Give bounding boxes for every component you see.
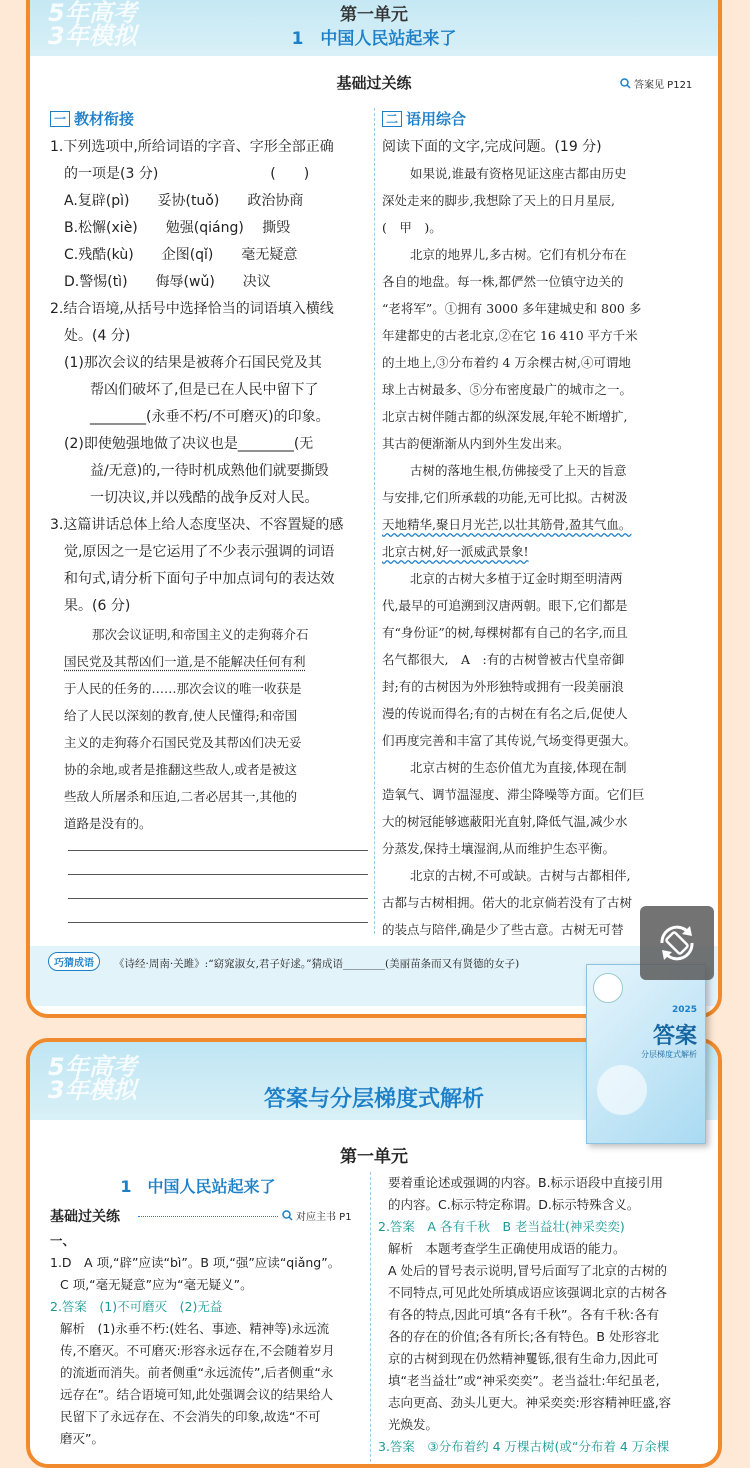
passage-line: 北京的地界儿,多古树。它们有机分布在 (410, 247, 627, 262)
search-icon (620, 78, 631, 89)
exercise-page (26, 0, 722, 1018)
watermark-line: 3年模拟 (48, 21, 137, 50)
passage-line: 如果说,谁最有资格见证这座古都由历史 (410, 166, 627, 181)
quote-line: 给了人民以深刻的教育,使人民懂得;和帝国 (64, 708, 298, 723)
answer-line: 光焕发。 (388, 1417, 439, 1432)
section-heading-text: 语用综合 (406, 110, 467, 128)
riddle-badge: 巧猜成语 (48, 952, 100, 971)
answer-lesson-title: 1 中国人民站起来了 (120, 1177, 276, 1196)
answer-line: 要着重论述或强调的内容。B.标示语段中直接引用 (388, 1175, 664, 1190)
quote-line: 国民党及其帮凶们一道,是不能解决任何有利 (64, 654, 306, 669)
answer-line: 民留下了永远存在、不会消失的印象,故选“不可 (60, 1409, 321, 1424)
main-book-reference-text: 对应主书 P1 (296, 1212, 352, 1223)
option-line: D.警惕(tì) 侮辱(wǔ) 决议 (64, 274, 271, 290)
underlined-passage-line: 天地精华,聚日月光芒,以壮其筋骨,盈其气血。 (382, 517, 632, 532)
main-book-reference (282, 1208, 352, 1223)
passage-line: 名气都很大, A :有的古树曾被古代皇帝御 (382, 652, 625, 667)
passage-line: ( 甲 )。 (382, 220, 442, 235)
quote-line: 那次会议证明,和帝国主义的走狗蒋介石 (92, 627, 309, 642)
rotate-icon (654, 920, 700, 966)
answer-line: 2.答案 (1)不可磨灭 (2)无益 (50, 1299, 223, 1314)
lesson-title: 1 中国人民站起来了 (291, 29, 457, 49)
section-title: 基础过关练 (336, 74, 412, 92)
question-line: (1)那次会议的结果是被蒋介石国民党及其 (64, 355, 322, 371)
section-number: 二 (382, 111, 402, 127)
answer-blank-line[interactable] (68, 898, 368, 899)
search-icon (282, 1210, 293, 1221)
answer-blank-line[interactable] (68, 874, 368, 875)
underlined-passage-line: 北京古树,好一派威武景象! (382, 544, 529, 559)
answer-section-title: 基础过关练 (50, 1209, 120, 1225)
dotted-leader (138, 1216, 278, 1217)
passage-line: 北京古树伴随古都的纵深发展,年轮不断增扩, (382, 409, 628, 424)
passage-line: 漫的传说而得名;有的古树在有名之后,促使人 (382, 706, 628, 721)
answer-reference-text: 答案见 P121 (634, 80, 693, 91)
unit-title: 第一单元 (340, 5, 408, 25)
answer-band-title: 答案与分层梯度式解析 (263, 1087, 484, 1112)
passage-line: 古树的落地生根,仿佛接受了上天的旨意 (410, 463, 627, 478)
column-divider (370, 1172, 371, 1468)
answer-line: 解析 (1)永垂不朽:(姓名、事迹、精神等)永远流 (60, 1321, 330, 1336)
passage-line: 代,最早的可追溯到汉唐两朝。眼下,它们都是 (382, 598, 628, 613)
option-line: A.复辟(pì) 妥协(tuǒ) 政治协商 (64, 193, 304, 209)
question-line: 1.下列选项中,所给词语的字音、字形全部正确 (50, 139, 334, 155)
answer-line: 2.答案 A 各有千秋 B 老当益壮(神采奕奕) (378, 1219, 625, 1234)
passage-line: “老将军”。①拥有 3000 多年建城史和 800 多 (382, 301, 642, 316)
passage-line: 深处走来的脚步,我想除了天上的日月星辰, (382, 193, 615, 208)
passage-line: 各自的地盘。每一株,都俨然一位镇守边关的 (382, 274, 624, 289)
quote-line: 些敌人所屠杀和压迫,二者必居其一,其他的 (64, 789, 297, 804)
passage-line: 的土地上,③分布着约 4 万余棵古树,④可谓地 (382, 355, 631, 370)
question-line: 一切决议,并以残酷的战争反对人民。 (90, 490, 319, 506)
booklet-title: 答案 (652, 1024, 697, 1049)
question-line: 和句式,请分析下面句子中加点词句的表达效 (64, 571, 335, 587)
quote-line: 于人民的任务的……那次会议的唯一收获是 (64, 681, 302, 696)
answer-line: 京的古树到现在仍然精神矍铄,很有生命力,因此可 (388, 1351, 659, 1366)
answer-booklet-cover[interactable] (586, 964, 706, 1144)
question-line: (2)即使勉强地做了决议也是________(无 (64, 436, 314, 452)
passage-line: 大的树冠能够遮蔽阳光直射,降低气温,减少水 (382, 814, 628, 829)
answer-line: 1.D A 项,“辟”应读“bì”。B 项,“强”应读“qiǎng”。 (50, 1255, 341, 1270)
decoration-circle (597, 1065, 647, 1115)
passage-instruction: 阅读下面的文字,完成问题。(19 分) (382, 139, 602, 155)
section-heading-text: 教材衔接 (74, 110, 135, 128)
answer-line: 磨灭”。 (60, 1431, 104, 1446)
watermark-line: 3年模拟 (48, 1075, 137, 1104)
question-line: 益/无意)的,一待时机成熟他们就要撕毁 (90, 463, 329, 479)
answer-reference (620, 76, 692, 91)
answer-line: 3.答案 ③分布着约 4 万棵古树(或“分布着 4 万余棵 (378, 1439, 670, 1454)
answer-line: 远存在”。结合语境可知,此处强调会议的结果给人 (60, 1387, 333, 1402)
passage-line: 古都与古树相拥。偌大的北京倘若没有了古树 (382, 895, 633, 910)
passage-line: 北京的古树大多植于辽金时期至明清两 (410, 571, 623, 586)
passage-line: 们再度完善和丰富了其传说,气场变得更强大。 (382, 733, 636, 748)
riddle-text: 《诗经·周南·关雎》:“窈窕淑女,君子好逑。”猜成语________(美丽苗条而又有贤德的女子) (114, 958, 520, 970)
passage-line: 与安排,它们所承载的功能,无可比拟。古树汲 (382, 490, 628, 505)
answer-line: 解析 本题考查学生正确使用成语的能力。 (388, 1241, 626, 1256)
rotate-screen-button[interactable] (640, 906, 714, 980)
answer-line: 有各的特点,因此可填“各有千秋”。各有千秋:各有 (388, 1307, 660, 1322)
question-line: 处。(4 分) (64, 328, 131, 344)
option-line: C.残酷(kù) 企图(qǐ) 毫无疑意 (64, 247, 298, 263)
passage-line: 的装点与陪伴,确是少了些古意。古树无可替 (382, 922, 624, 937)
booklet-year: 2025 (671, 1005, 697, 1015)
passage-line: 北京的古树,不可或缺。古树与古都相伴, (410, 868, 631, 883)
answer-line: C 项,“毫无疑意”应为“毫无疑义”。 (60, 1277, 253, 1292)
answer-line: 一、 (50, 1233, 76, 1248)
passage-line: 造氧气、调节温湿度、滞尘降噪等方面。它们巨 (382, 787, 645, 802)
passage-line: 封;有的古树因为外形独特或拥有一段美丽浪 (382, 679, 624, 694)
question-line: 2.结合语境,从括号中选择恰当的词语填入横线 (50, 301, 334, 317)
answer-blank-line[interactable] (68, 850, 368, 851)
answer-line: 志向更高、劲头儿更大。神采奕奕:形容精神旺盛,容 (388, 1395, 672, 1410)
answer-line: 不同特点,可见此处所填成语应该强调北京的古树各 (388, 1285, 667, 1300)
passage-line: 球上古树最多、⑤分布密度最广的城市之一。 (382, 382, 633, 397)
quote-line: 道路是没有的。 (64, 816, 152, 831)
question-line: 帮凶们破坏了,但是已在人民中留下了 (90, 382, 319, 398)
answer-line: 的流逝而消失。前者侧重“永远流传”,后者侧重“永 (60, 1365, 334, 1380)
passage-line: 分蒸发,保持土壤湿润,从而维护生态平衡。 (382, 841, 615, 856)
passage-line: 北京古树的生态价值尤为直接,体现在制 (410, 760, 627, 775)
header-band (30, 0, 718, 56)
question-line: ________(永垂不朽/不可磨灭)的印象。 (90, 409, 330, 425)
question-line: 3.这篇讲话总体上给人态度坚决、不容置疑的感 (50, 517, 344, 533)
right-section-heading (382, 108, 466, 129)
watermark-line: 5年高考 (48, 1053, 137, 1081)
question-line: 果。(6 分) (64, 598, 131, 614)
passage-line: 年建都史的古老北京,②在它 16 410 平方千米 (382, 328, 638, 343)
section-number: 一 (50, 111, 70, 127)
question-line: 的一项是(3 分) ( ) (64, 166, 310, 182)
quote-line: 主义的走狗蒋介石国民党及其帮凶们决无妥 (64, 735, 302, 750)
option-line: B.松懈(xiè) 勉强(qiáng) 撕毁 (64, 220, 291, 236)
left-section-heading (50, 108, 134, 129)
answer-unit-title: 第一单元 (340, 1147, 408, 1167)
answer-line: 各的存在的价值;各有所长;各有特色。B 处形容北 (388, 1329, 659, 1344)
passage-line: 其古韵便渐渐从内到外生发出来。 (382, 436, 570, 451)
answer-line: A 处后的冒号表示说明,冒号后面写了北京的古树的 (388, 1263, 667, 1278)
logo-icon (593, 973, 623, 1003)
answer-line: 的内容。C.标示特定称谓。D.标示特殊含义。 (388, 1197, 640, 1212)
answer-line: 传,不磨灭。不可磨灭:形容永远存在,不会随着岁月 (60, 1343, 335, 1358)
booklet-subtitle: 分层梯度式解析 (641, 1050, 697, 1059)
answer-line: 填“老当益壮”或“神采奕奕”。老当益壮:年纪虽老, (388, 1373, 660, 1388)
passage-line: 有“身份证”的树,每棵树都有自己的名字,而且 (382, 625, 628, 640)
column-divider (374, 108, 375, 934)
question-line: 觉,原因之一是它运用了不少表示强调的词语 (64, 544, 335, 560)
watermark-line: 5年高考 (48, 0, 137, 27)
quote-line: 协的余地,或者是推翻这些敌人,或者是被这 (64, 762, 297, 777)
answer-blank-line[interactable] (68, 922, 368, 923)
